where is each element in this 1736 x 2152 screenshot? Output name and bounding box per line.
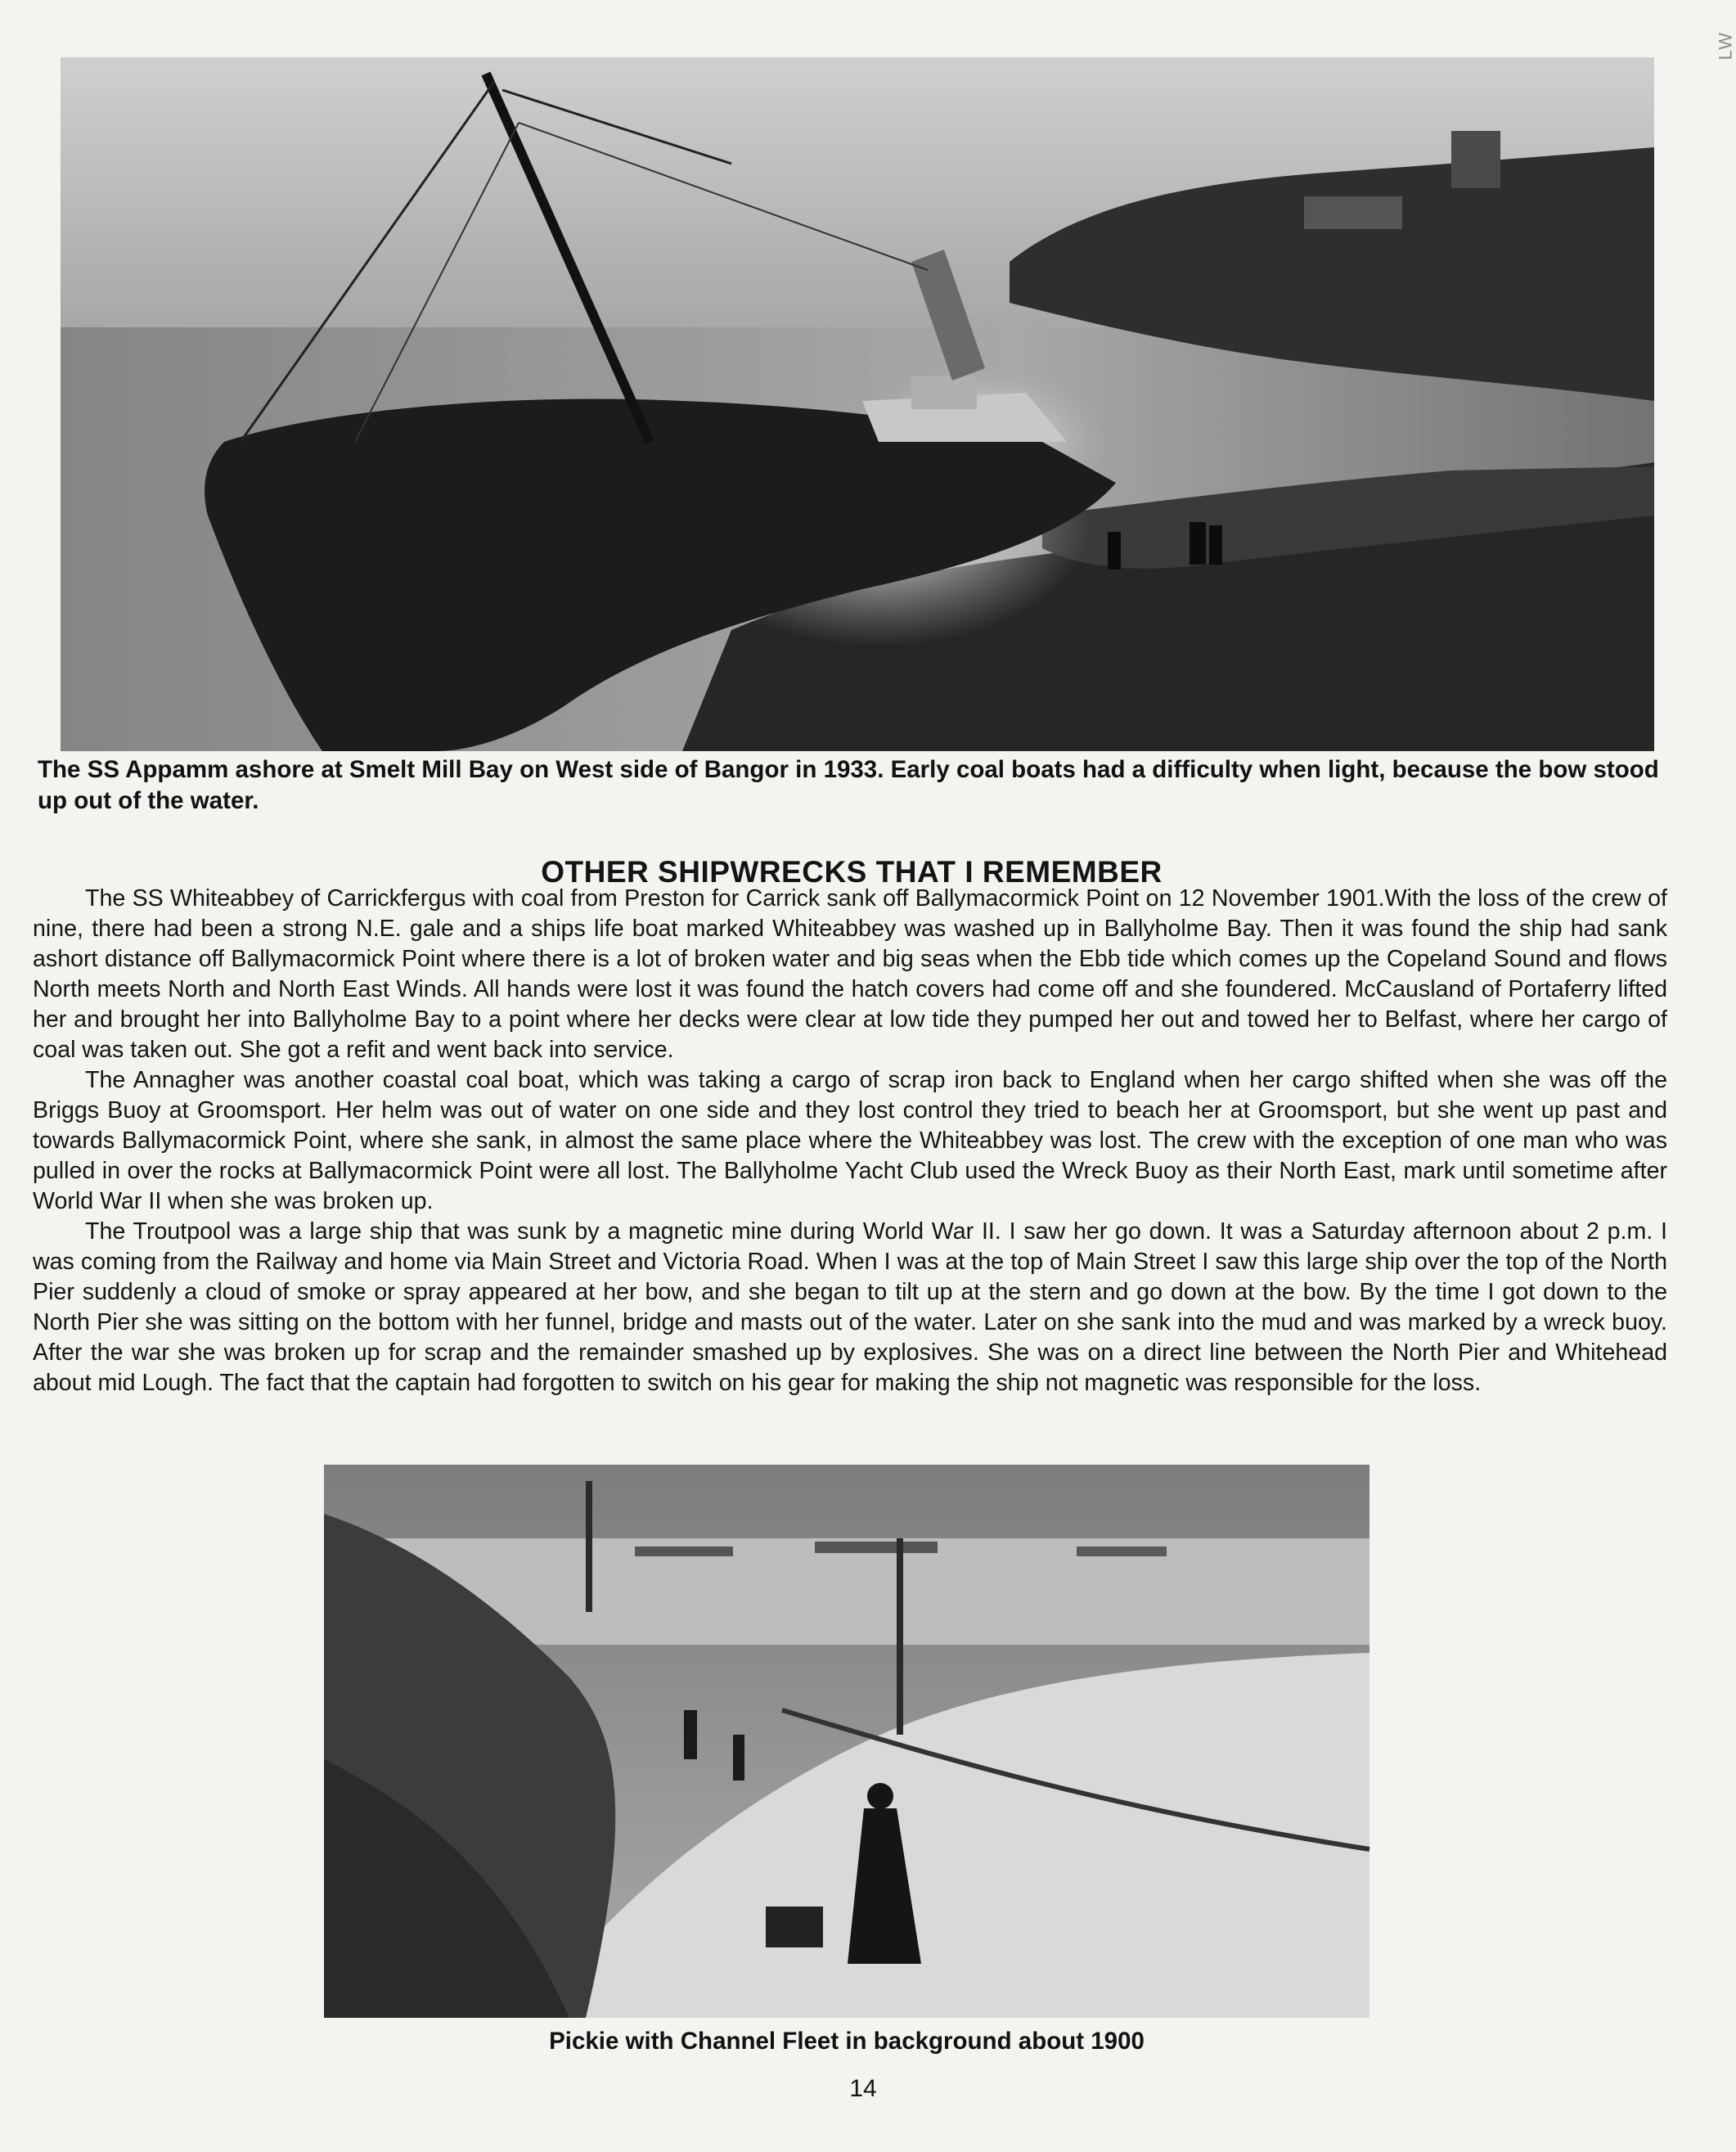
shipwreck-photo: [61, 57, 1654, 751]
article-body: [33, 884, 1667, 1398]
paragraph-whiteabbey: The SS Whiteabbey of Carrickfergus with coal from Preston for Carrick sank off Ballymacormick Point on 12 November 1901.With the loss of the crew of nine, there had been a strong N.E. gale and a ships life boat marked Whiteabbey was washed up in Ballyholme Bay. Then it was found the ship had sank ashort distance off Ballymacormick Point where there is a lot of broken water and big seas when the Ebb tide which comes up the Copeland Sound and flows North meets North and North East Winds. All hands were lost it was found the hatch covers had come off and she foundered. McCausland of Portaferry lifted her and brought her into Ballyholme Bay to a point where her decks were clear at low tide they pumped her out and towed her to Belfast, where her cargo of coal was taken out. She got a refit and went back into service.: [33, 885, 1667, 1063]
paragraph-annagher: The Annagher was another coastal coal boat, which was taking a cargo of scrap iron back to England when her cargo shifted when she was off the Briggs Buoy at Groomsport. Her helm was out of water on one side and they lost control they tried to beach her at Groomsport, but she went up past and towards Ballymacormick Point, where she sank, in almost the same place where the Whiteabbey was lost. The crew with the exception of one man who was pulled in over the rocks at Ballymacormick Point were all lost. The Ballyholme Yacht Club used the Wreck Buoy as their North East, mark until sometime after World War II when she was broken up.: [33, 1067, 1667, 1214]
pickie-photo-image: [324, 1465, 1369, 2018]
corner-mark: LW: [1715, 31, 1735, 61]
pickie-photo: [324, 1465, 1369, 2018]
shipwreck-photo-image: [61, 57, 1654, 751]
paragraph-troutpool: The Troutpool was a large ship that was sunk by a magnetic mine during World War II. I saw her go down. It was a Saturday afternoon about 2 p.m. I was coming from the Railway and home via Main Street and Victoria Road. When I was at the top of Main Street I saw this large ship over the top of the North Pier suddenly a cloud of smoke or spray appeared at her bow, and she began to tilt up at the stern and go down at the bow. By the time I got down to the North Pier she was sitting on the bottom with her funnel, bridge and masts out of the water. Later on she sank into the mud and was marked by a wreck buoy. After the war she was broken up for scrap and the remainder smashed up by explosives. She was on a direct line between the North Pier and Whitehead about mid Lough. The fact that the captain had forgotten to switch on his gear for making the ship not magnetic was responsible for the loss.: [33, 1218, 1667, 1396]
page-number: 14: [849, 2075, 877, 2102]
section-heading: OTHER SHIPWRECKS THAT I REMEMBER: [541, 854, 1163, 889]
pickie-photo-caption: Pickie with Channel Fleet in background about 1900: [549, 2028, 1145, 2055]
shipwreck-photo-caption: The SS Appamm ashore at Smelt Mill Bay on West side of Bangor in 1933. Early coal boats had a difficulty when light, because the bow stood up out of the water.: [38, 756, 1659, 814]
